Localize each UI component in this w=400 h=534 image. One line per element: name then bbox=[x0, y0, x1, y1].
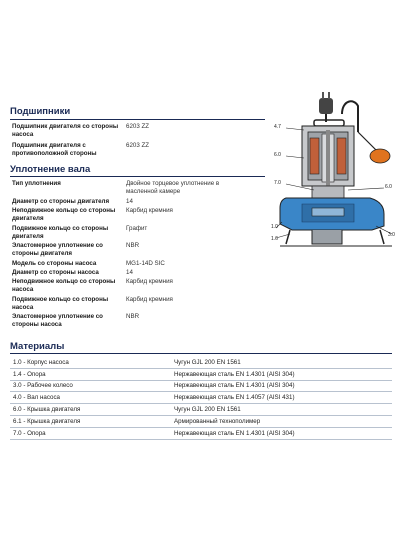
callout-label: 6.0 bbox=[385, 184, 392, 190]
spec-value: Двойное торцевое уплотнение в масленной камере bbox=[126, 180, 220, 195]
spec-label: Подвижное кольцо со стороны насоса bbox=[12, 296, 109, 311]
spec-value: Карбид кремния bbox=[126, 296, 173, 303]
spec-label: Подшипник двигателя со стороны насоса bbox=[12, 123, 119, 138]
table-row bbox=[10, 368, 392, 380]
part-cell: 7.0 - Опора bbox=[10, 427, 171, 439]
inlet bbox=[312, 230, 342, 244]
spec-label: Эластомерное уплотнение со стороны насоса bbox=[12, 313, 103, 328]
spec-label: Подшипник двигателя с противоположной стороны bbox=[12, 142, 97, 157]
handle bbox=[314, 120, 344, 126]
materials-table bbox=[10, 357, 392, 440]
spec-label: Модель со стороны насоса bbox=[12, 260, 97, 267]
spec-label: Подвижное кольцо со стороны двигателя bbox=[12, 225, 109, 240]
part-cell: 3.0 - Рабочее колесо bbox=[10, 380, 171, 392]
spec-value: Карбид кремния bbox=[126, 207, 173, 214]
table-row bbox=[10, 392, 392, 404]
material-cell: Чугун GJL 200 EN 1561 bbox=[171, 404, 392, 416]
callout-label: 1.0 bbox=[271, 224, 278, 230]
spec-value: Графит bbox=[126, 225, 148, 232]
table-row bbox=[10, 415, 392, 427]
spec-value: 14 bbox=[126, 198, 133, 205]
material-cell: Нержавеющая сталь EN 1.4301 (AISI 304) bbox=[171, 368, 392, 380]
table-row bbox=[10, 380, 392, 392]
material-cell: Нержавеющая сталь EN 1.4057 (AISI 431) bbox=[171, 392, 392, 404]
shaft-seal-title: Уплотнение вала bbox=[10, 164, 91, 175]
callout-label: 6.0 bbox=[274, 152, 281, 158]
part-cell: 6.1 - Крышка двигателя bbox=[10, 415, 171, 427]
bearings-title: Подшипники bbox=[10, 106, 71, 117]
spec-value: 6203 ZZ bbox=[126, 123, 150, 130]
materials-title: Материалы bbox=[10, 341, 65, 352]
spec-value: Карбид кремния bbox=[126, 278, 173, 285]
seal-chamber bbox=[312, 186, 344, 198]
material-cell: Армированный технополимер bbox=[171, 415, 392, 427]
table-row bbox=[10, 427, 392, 439]
spec-value: 6203 ZZ bbox=[126, 142, 150, 149]
spec-value: 14 bbox=[126, 269, 133, 276]
table-row bbox=[10, 357, 392, 368]
spec-value: NBR bbox=[126, 242, 140, 249]
part-cell: 6.0 - Крышка двигателя bbox=[10, 404, 171, 416]
plug-icon bbox=[319, 98, 333, 114]
callout-label: 3.0 bbox=[388, 232, 395, 238]
spec-label: Неподвижное кольцо со стороны двигателя bbox=[12, 207, 116, 222]
part-cell: 1.4 - Опора bbox=[10, 368, 171, 380]
spec-value: MG1-14D SIC bbox=[126, 260, 165, 267]
part-cell: 1.0 - Корпус насоса bbox=[10, 357, 171, 368]
material-cell: Нержавеющая сталь EN 1.4301 (AISI 304) bbox=[171, 427, 392, 439]
callout-label: 7.0 bbox=[274, 180, 281, 186]
spec-value: NBR bbox=[126, 313, 140, 320]
shaft-seal-rule bbox=[10, 176, 265, 177]
callout-label: 1.6 bbox=[271, 236, 278, 242]
part-cell: 4.0 - Вал насоса bbox=[10, 392, 171, 404]
material-cell: Чугун GJL 200 EN 1561 bbox=[171, 357, 392, 368]
spec-label: Диаметр со стороны двигателя bbox=[12, 198, 110, 205]
callout-label: 4.7 bbox=[274, 124, 281, 130]
materials-rule bbox=[10, 353, 392, 354]
motor-winding bbox=[337, 138, 346, 174]
pump-cross-section-diagram bbox=[272, 92, 400, 254]
spec-label: Неподвижное кольцо со стороны насоса bbox=[12, 278, 116, 293]
float-switch bbox=[370, 149, 390, 163]
table-row bbox=[10, 404, 392, 416]
spec-label: Тип уплотнения bbox=[12, 180, 61, 187]
material-cell: Нержавеющая сталь EN 1.4301 (AISI 304) bbox=[171, 380, 392, 392]
spec-label: Эластомерное уплотнение со стороны двигателя bbox=[12, 242, 103, 257]
spec-label: Диаметр со стороны насоса bbox=[12, 269, 99, 276]
impeller bbox=[312, 208, 344, 216]
bearings-rule bbox=[10, 119, 265, 120]
motor-winding bbox=[310, 138, 319, 174]
